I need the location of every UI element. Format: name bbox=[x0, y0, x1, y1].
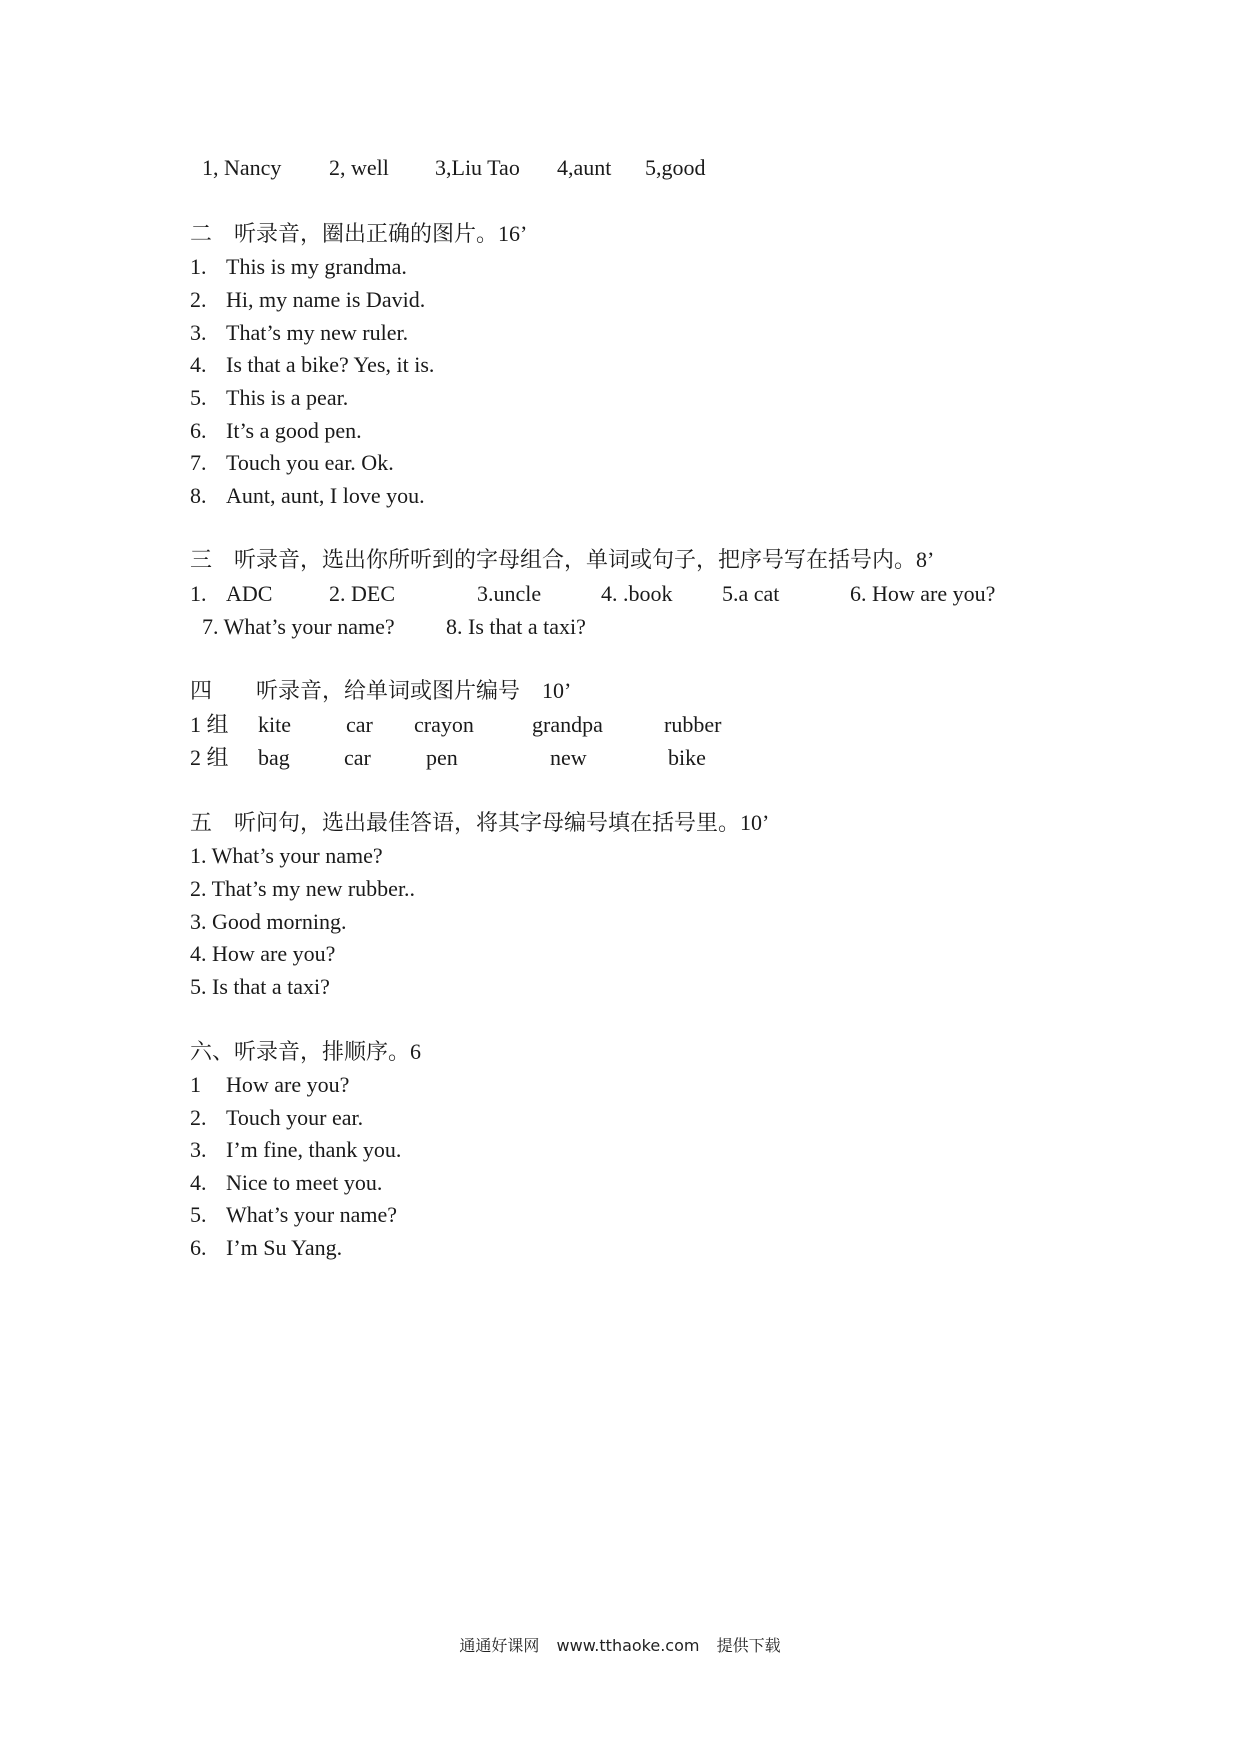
section2-item-number: 5. bbox=[190, 385, 207, 410]
section3-option: 7. What’s your name? bbox=[202, 614, 395, 639]
section1-item: 3,Liu Tao bbox=[435, 155, 520, 180]
section6-item-text: I’m fine, thank you. bbox=[226, 1137, 402, 1162]
section3-option: ADC bbox=[226, 581, 273, 606]
section6-item-number: 4. bbox=[190, 1170, 207, 1195]
section3-option: 5.a cat bbox=[722, 581, 780, 606]
section5-item: 1. What’s your name? bbox=[190, 843, 383, 868]
section2-item-text: Is that a bike? Yes, it is. bbox=[226, 352, 435, 377]
section2-item-number: 2. bbox=[190, 287, 207, 312]
section4-heading: 四 听录音，给单词或图片编号 10’ bbox=[190, 678, 572, 703]
footer-note: 提供下载 bbox=[716, 1636, 781, 1655]
section6-item-text: Touch your ear. bbox=[226, 1105, 364, 1130]
section2-item-number: 8. bbox=[190, 483, 207, 508]
page-footer bbox=[0, 1633, 1240, 1656]
section6-item-text: How are you? bbox=[226, 1072, 350, 1097]
section2-item-text: Hi, my name is David. bbox=[226, 287, 426, 312]
section3-option: 8. Is that a taxi? bbox=[446, 614, 586, 639]
section2-item-text: It’s a good pen. bbox=[226, 418, 362, 443]
section2-item-text: This is my grandma. bbox=[226, 254, 407, 279]
section6-item-text: Nice to meet you. bbox=[226, 1170, 383, 1195]
section6-heading: 六、听录音，排顺序。6 bbox=[190, 1039, 422, 1064]
section1-item: 4,aunt bbox=[557, 155, 612, 180]
section5-item: 4. How are you? bbox=[190, 941, 336, 966]
section5-item: 2. That’s my new rubber.. bbox=[190, 876, 416, 901]
section5-item: 3. Good morning. bbox=[190, 909, 347, 934]
section6-item-number: 1 bbox=[190, 1072, 201, 1097]
section3-option: 1. bbox=[190, 581, 207, 606]
group2-word: bike bbox=[668, 745, 706, 770]
section2-item-number: 1. bbox=[190, 254, 207, 279]
section2-item-text: Touch you ear. Ok. bbox=[226, 450, 394, 475]
group2-label: 2 组 bbox=[190, 745, 229, 770]
group2-word: pen bbox=[426, 745, 458, 770]
section3-option: 6. How are you? bbox=[850, 581, 996, 606]
section5-heading: 五 听问句，选出最佳答语，将其字母编号填在括号里。10’ bbox=[190, 810, 770, 835]
section2-item-text: This is a pear. bbox=[226, 385, 349, 410]
section6-item-text: I’m Su Yang. bbox=[226, 1235, 343, 1260]
group1-word: car bbox=[346, 712, 373, 737]
section6-item-number: 3. bbox=[190, 1137, 207, 1162]
section3-option: 2. DEC bbox=[329, 581, 395, 606]
section3-option: 4. .book bbox=[601, 581, 673, 606]
section3-option: 3.uncle bbox=[477, 581, 542, 606]
section5-item: 5. Is that a taxi? bbox=[190, 974, 330, 999]
section2-item-number: 3. bbox=[190, 320, 207, 345]
group1-word: rubber bbox=[664, 712, 722, 737]
section6-item-number: 5. bbox=[190, 1202, 207, 1227]
section1-item: 1, Nancy bbox=[202, 155, 282, 180]
footer-url[interactable]: www.tthaoke.com bbox=[556, 1636, 700, 1655]
section1-item: 2, well bbox=[329, 155, 389, 180]
group1-word: grandpa bbox=[532, 712, 603, 737]
group1-label: 1 组 bbox=[190, 712, 229, 737]
footer-site-name: 通通好课网 bbox=[459, 1636, 540, 1655]
section2-item-text: Aunt, aunt, I love you. bbox=[226, 483, 425, 508]
section2-heading: 二 听录音，圈出正确的图片。16’ bbox=[190, 221, 528, 246]
group1-word: kite bbox=[258, 712, 291, 737]
group2-word: bag bbox=[258, 745, 290, 770]
group1-word: crayon bbox=[414, 712, 474, 737]
section6-item-text: What’s your name? bbox=[226, 1202, 398, 1227]
group2-word: new bbox=[550, 745, 587, 770]
section1-item: 5,good bbox=[645, 155, 706, 180]
section6-item-number: 6. bbox=[190, 1235, 207, 1260]
section2-item-text: That’s my new ruler. bbox=[226, 320, 409, 345]
section2-item-number: 6. bbox=[190, 418, 207, 443]
section2-item-number: 7. bbox=[190, 450, 207, 475]
section2-item-number: 4. bbox=[190, 352, 207, 377]
group2-word: car bbox=[344, 745, 371, 770]
section6-item-number: 2. bbox=[190, 1105, 207, 1130]
section3-heading: 三 听录音，选出你所听到的字母组合，单词或句子，把序号写在括号内。8’ bbox=[190, 547, 935, 572]
